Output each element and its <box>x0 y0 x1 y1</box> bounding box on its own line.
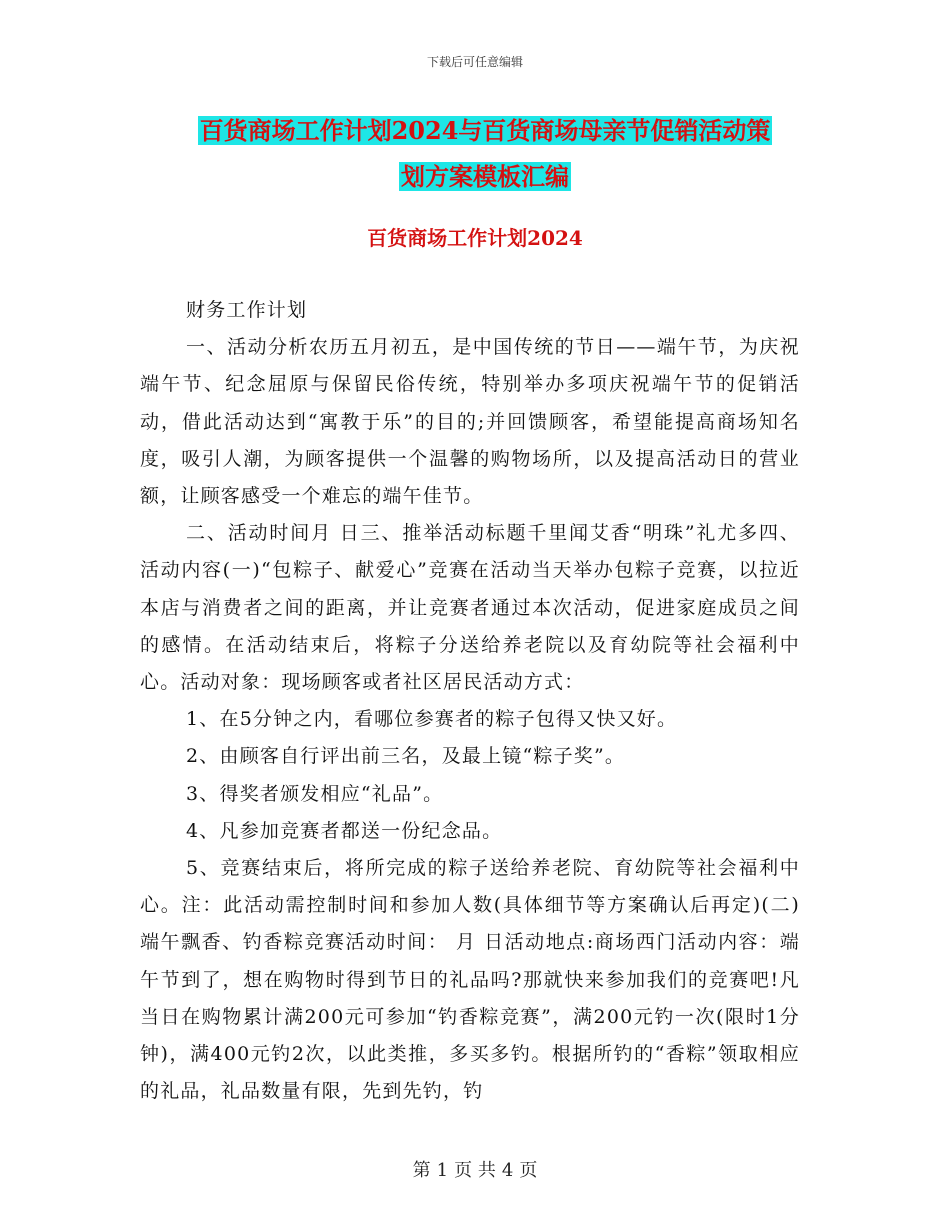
document-body <box>140 292 800 1110</box>
title-line-2: 划方案模板汇编 <box>401 162 569 191</box>
paragraph: 财务工作计划 <box>186 299 308 321</box>
paragraph: 1、在5分钟之内，看哪位参赛者的粽子包得又快又好。 <box>186 708 678 731</box>
paragraph: 5、竞赛结束后，将所完成的粽子送给养老院、育幼院等社会福利中心。注：此活动需控制时间和参加人数(具体细节等方案确认后再定)(二)端午飘香、钓香粽竞赛活动时间： 月 日活动地点:商场西门活动内容：端午节到了，想在购物时得到节日的礼品吗?那就快来参加我们的竞赛吧!凡当日在购物累计满200元可参加“钓香粽竞赛”，满200元钓一次(限时1分钟)，满400元钓2次，以此类推，多买多钓。根据所钓的“香粽”领取相应的礼品，礼品数量有限，先到先钓，钓 <box>140 857 800 1103</box>
page-end-label: 页 <box>519 1160 538 1181</box>
paragraph: 二、活动时间月 日三、推举活动标题千里闻艾香“明珠”礼尤多四、活动内容(一)“包粽子、献爱心”竞赛在活动当天举办包粽子竞赛，以拉近本店与消费者之间的距离，并让竞赛者通过本次活动，促进家庭成员之间的感情。在活动结束后，将粽子分送给养老院以及育幼院等社会福利中心。活动对象：现场顾客或者社区居民活动方式： <box>140 522 800 694</box>
page-header-note: 下载后可任意编辑 <box>426 55 523 69</box>
page-footer <box>0 1156 950 1182</box>
page-label: 第 <box>412 1160 431 1181</box>
page-number: 1 <box>436 1160 449 1181</box>
document-title <box>140 108 830 200</box>
paragraph: 一、活动分析农历五月初五，是中国传统的节日——端午节，为庆祝端午节、纪念屈原与保留民俗传统，特别举办多项庆祝端午节的促销活动，借此活动达到“寓教于乐”的目的;并回馈顾客，希望能提高商场知名度，吸引人潮，为顾客提供一个温馨的购物场所，以及提高活动日的营业额，让顾客感受一个难忘的端午佳节。 <box>140 336 800 508</box>
section-subtitle: 百货商场工作计划2024 <box>367 226 583 250</box>
paragraph: 3、得奖者颁发相应“礼品”。 <box>186 782 444 805</box>
title-line-1: 百货商场工作计划2024与百货商场母亲节促销活动策 <box>199 116 771 145</box>
paragraph: 4、凡参加竞赛者都送一份纪念品。 <box>186 819 503 842</box>
page-mid-label: 页 共 <box>454 1160 496 1181</box>
paragraph: 2、由顾客自行评出前三名，及最上镜“粽子奖”。 <box>186 745 626 768</box>
page-total: 4 <box>501 1160 514 1181</box>
